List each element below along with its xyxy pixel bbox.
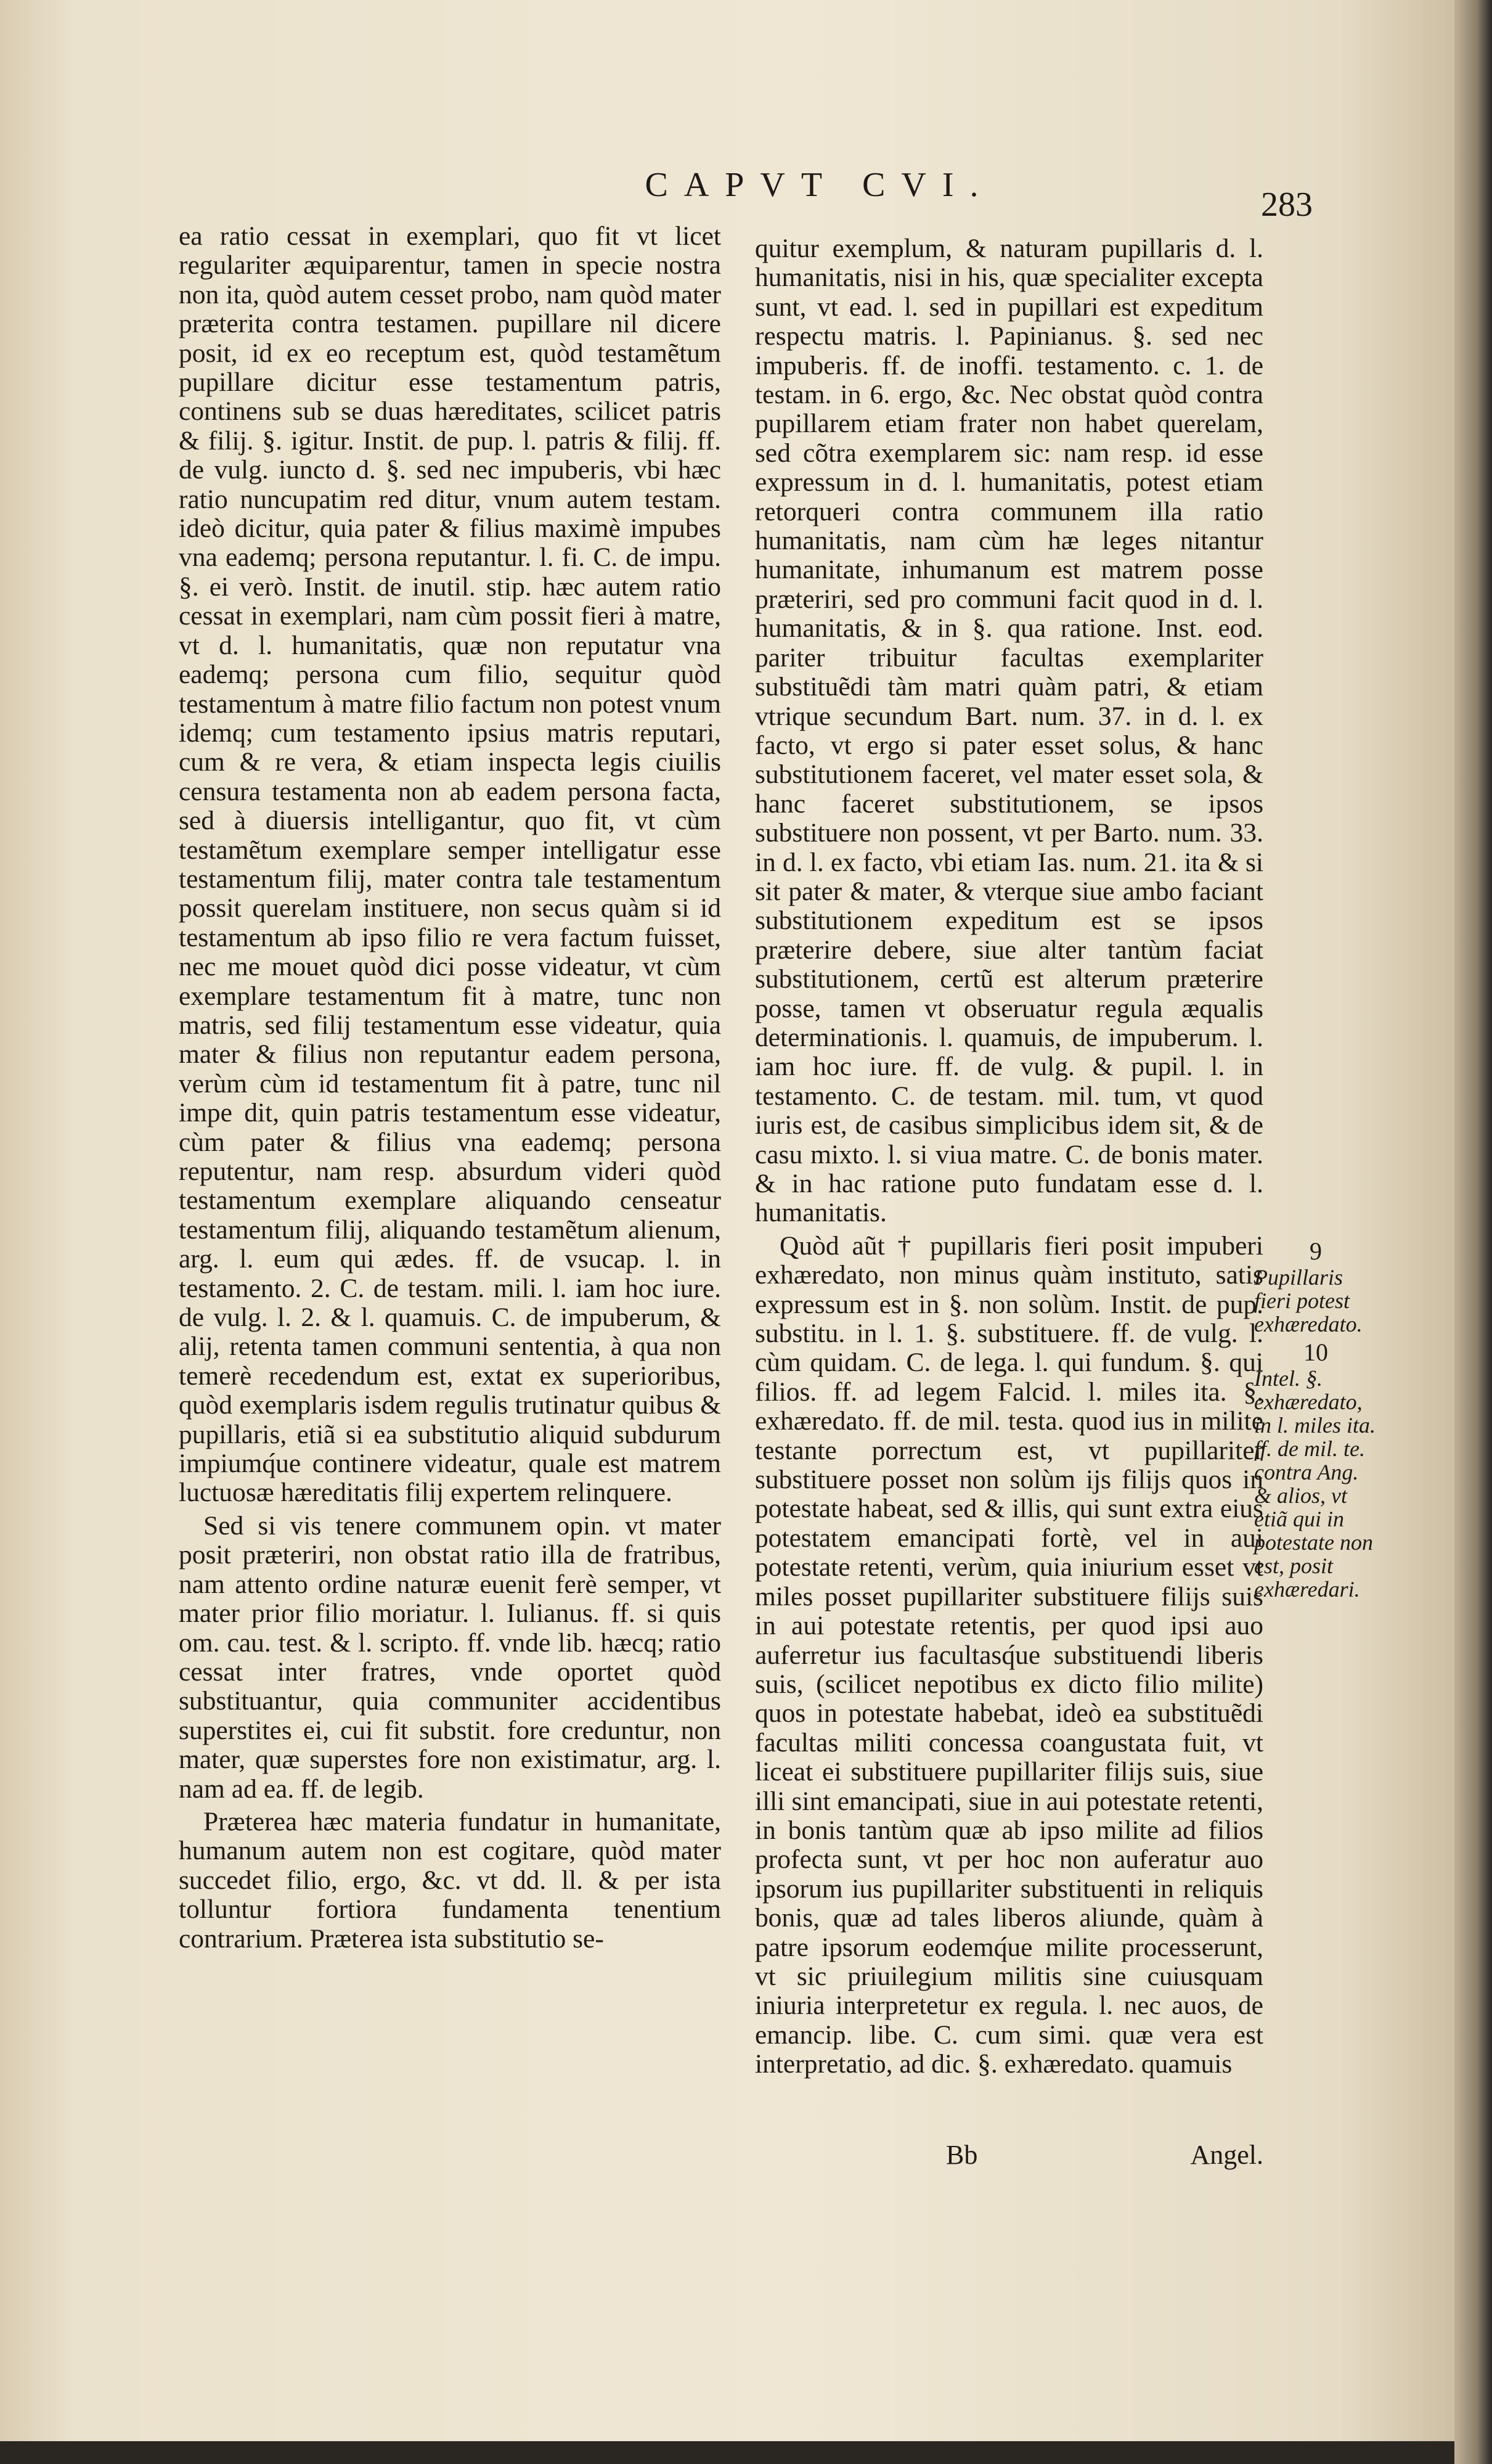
left-paragraph-1: ea ratio cessat in exemplari, quo fit vt licet regulariter æquiparentur, tamen in specie nostra non ita, quòd autem cesset probo, nam quòd mater præterita contra testamen. pupillare nil dicere posit, id ex eo receptum est, quòd testamẽtum pupillare dicitur esse testamentum patris, continens sub se duas hæreditates, scilicet patris & filij. §. igitur. Instit. de pup. l. patris & filij. ff. de vulg. iuncto d. §. sed nec impuberis, vbi hæc ratio nuncupatim red ditur, vnum autem testam. ideò dicitur, quia pater & filius maximè impubes vna eademq; persona reputantur. l. fi. C. de impu. §. ei verò. Instit. de inutil. stip. hæc autem ratio cessat in exemplari, nam cùm possit fieri à matre, vt d. l. humanitatis, quæ non reputatur vna eademq; persona cum filio, sequitur quòd testamentum à matre filio factum non potest vnum idemq; cum testamento ipsius matris reputari, cum & re vera, & etiam inspecta legis ciuilis censura testamenta non ab eadem persona facta, sed à diuersis intelligantur, quo fit, vt cùm testamẽtum exemplare semper intelligatur esse testamentum filij, mater contra tale testamentum possit querelam instituere, non secus quàm si id testamentum ab ipso filio re vera factum fuisset, nec me mouet quòd dici posse videatur, vt cùm exemplare testamentum fit à matre, tunc non matris, sed filij testamentum esse videatur, quia mater & filius non reputantur eadem persona, verùm cùm id testamentum fit à patre, tunc nil impe dit, quin patris testamentum esse videatur, cùm pater & filius vna eademq; persona reputentur, nam resp. absurdum videri quòd testamentum exemplare aliquando censeatur testamentum filij, aliquando testamẽtum alienum, arg. l. eum qui ædes. ff. de vsucap. l. in testamento. 2. C. de testam. mili. l. iam hoc iure. de vulg. l. 2. & l. quamuis. C. de impuberum, & alij, retenta tamen communi sententia, à qua non temerè recedendum est, extat ex superioribus, quòd exemplaris isdem regulis trutinatur quibus & pupillaris, etiã si ea substitutio aliquid subdurum impiumq́ue continere videatur, quale est matrem luctuosæ hæreditatis filij expertem relinquere.: [179, 221, 721, 1508]
left-paragraph-3: Præterea hæc materia fundatur in humanitate, humanum autem non est cogitare, quòd mater succedet filio, ergo, &c. vt dd. ll. & per ista tolluntur fortiora fundamenta tenentium contrarium. Præterea ista substitutio se-: [179, 1806, 721, 1954]
margin-notes: [1254, 1236, 1377, 1606]
right-column: [755, 234, 1263, 2079]
running-head: CAPVT CVI.: [645, 166, 995, 204]
margin-note-number: 9: [1310, 1237, 1322, 1265]
margin-note: Intel. §. exhæredato, in l. miles ita. ff. de mil. te. contra Ang. & alios, vt etiã qui in potestate non est, posit exhæredari.: [1254, 1366, 1376, 1602]
right-paragraph-1: quitur exemplum, & naturam pupillaris d. l. humanitatis, nisi in his, quæ specialiter excepta sunt, vt ead. l. sed in pupillari est expeditum respectu matris. l. Papinianus. §. sed nec impuberis. ff. de inoffi. testamento. c. 1. de testam. in 6. ergo, &c. Nec obstat quòd contra pupillarem etiam frater non habet querelam, sed cõtra exemplarem sic: nam resp. id esse expressum in d. l. humanitatis, potest etiam retorqueri contra communem illa ratio humanitatis, nam cùm hæ leges nitantur humanitate, inhumanum est matrem posse præteriri, sed pro communi facit quod in d. l. humanitatis, & in §. qua ratione. Inst. eod. pariter tribuitur facultas exemplariter substituẽdi tàm matri quàm patri, & etiam vtrique secundum Bart. num. 37. in d. l. ex facto, vt ergo si pater esset solus, & hanc substitutionem faceret, vel mater esset sola, & hanc faceret substitutionem, se ipsos substituere non possent, vt per Barto. num. 33. in d. l. ex facto, vbi etiam Ias. num. 21. ita & si sit pater & mater, & vterque siue ambo faciant substitutionem expeditum est se ipsos præterire debere, siue alter tantùm faciat substitutionem, certũ est alterum præterire posse, tamen vt obseruatur regula æqualis determinationis. l. quamuis, de impuberum. l. iam hoc iure. ff. de vulg. & pupil. l. in testamento. C. de testam. mil. tum, vt quod iuris est, de casibus simplicibus idem sit, & de casu mixto. l. si viua matre. C. de bonis mater. & in hac ratione puto fundatam esse d. l. humanitatis.: [755, 234, 1263, 1228]
catchword: Angel.: [1190, 2140, 1263, 2170]
margin-note: Pupillaris fieri potest exhæredato.: [1254, 1265, 1363, 1336]
signature-mark: Bb: [946, 2140, 978, 2170]
page-edge: [1454, 0, 1492, 2464]
page-number: 283: [1261, 186, 1313, 224]
left-column: [179, 222, 721, 1954]
left-paragraph-2: Sed si vis tenere communem opin. vt mater posit præteriri, non obstat ratio illa de fratribus, nam attento ordine naturæ euenit ferè semper, vt mater prior filio moriatur. l. Iulianus. ff. si quis om. cau. test. & l. scripto. ff. vnde lib. hæcq; ratio cessat inter fratres, vnde oportet quòd substituantur, quia communiter accidentibus superstites ei, cui fit substit. fore creduntur, non mater, quæ superstes fore non existimatur, arg. l. nam ad ea. ff. de legib.: [179, 1510, 721, 1804]
margin-note-number: 10: [1303, 1338, 1328, 1366]
right-paragraph-2: Quòd aũt † pupillaris fieri posit impuberi exhæredato, non minus quàm instituto, satis expressum est in §. non solùm. Instit. de pup. substitu. in l. 1. §. substituere. ff. de vulg. l. cùm quidam. C. de lega. l. qui fundum. §. qui filios. ff. ad legem Falcid. l. miles ita. §. exhæredato. ff. de mil. testa. quod ius in milite testante porrectum est, vt pupillariter substituere posset non solùm ijs filijs quos in potestate habeat, sed & illis, qui sunt extra eius potestatem emancipati fortè, vel in aui potestate retenti, verùm, quia iniurium esset vt miles posset pupillariter substituere filijs suis in aui potestate retentis, per quod ipsi auo auferretur ius facultasq́ue substituendi liberis suis, (scilicet nepotibus ex dicto filio milite) quos in potestate habebat, ideò ea substituẽdi facultas militi concessa coangustata fuit, vt liceat ei substituere pupillariter filijs suis, siue illi sint emancipati, siue in aui potestate retenti, in bonis tantùm quæ ab ipso milite ad filios profecta sunt, vt per hoc non auferatur auo ipsorum ius pupillariter substituenti in reliquis bonis, quæ ad tales liberos aliunde, quàm à patre ipsorum eodemq́ue milite processerunt, vt sic priuilegium militis sine cuiusquam iniuria interpretetur ex regula. l. nec auos, de emancip. libe. C. cum simi. quæ vera est interpretatio, ad dic. §. exhæredato. quamuis: [755, 1230, 1263, 2079]
